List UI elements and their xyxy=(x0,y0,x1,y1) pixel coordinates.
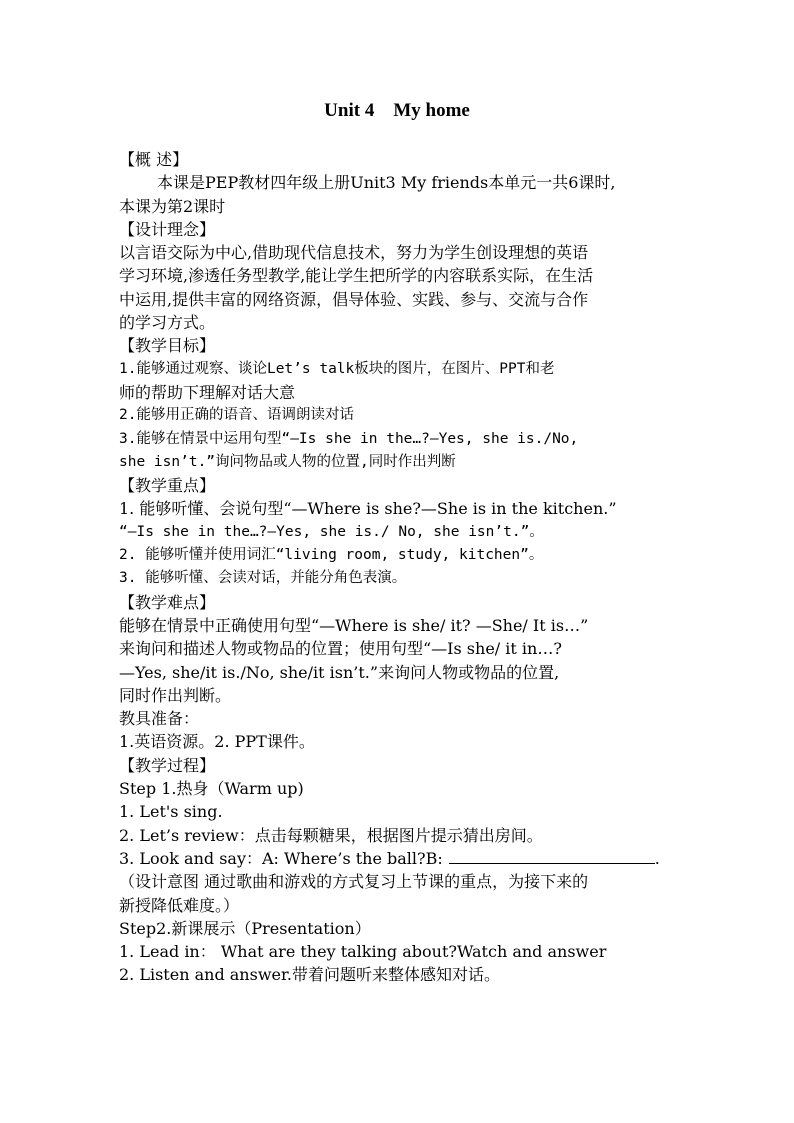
list-item: 1. 能够听懂、会说句型“—Where is she?—She is in the kitchen.” xyxy=(119,499,617,519)
list-item-cont: she isn’t.”询问物品或人物的位置,同时作出判断 xyxy=(119,453,456,470)
paragraph-line: 的学习方式。 xyxy=(119,313,216,333)
section-heading-overview: 【概 述】 xyxy=(119,150,189,169)
list-item: 1. Lead in： What are they talking about?Watch and answer xyxy=(119,942,607,962)
design-intent-note: （设计意图 通过歌曲和游戏的方式复习上节课的重点，为接下来的 xyxy=(119,872,589,892)
list-item: 2. 能够听懂并使用词汇“living room, study, kitchen”。 xyxy=(119,547,544,564)
design-intent-note-cont: 新授降低难度。） xyxy=(119,895,240,915)
paragraph-line: 本课是PEP教材四年级上册Unit3 My friends本单元一共6课时, xyxy=(157,173,616,193)
section-heading-process: 【教学过程】 xyxy=(119,755,216,775)
paragraph-line: 同时作出判断。 xyxy=(119,685,232,705)
blank-period: . xyxy=(654,848,660,868)
section-heading-difficulties: 【教学难点】 xyxy=(119,592,216,612)
document-body xyxy=(119,148,679,987)
section-heading-key-points: 【教学重点】 xyxy=(119,476,216,496)
list-item: 2.能够用正确的语音、语调朗读对话 xyxy=(119,407,354,424)
list-item-cont: “—Is she in the…?—Yes, she is./ No, she isn’t.”。 xyxy=(119,523,544,540)
list-item-with-blank xyxy=(119,847,679,870)
step-heading: Step2.新课展示（Presentation） xyxy=(119,918,371,938)
paragraph-line: 能够在情景中正确使用句型“—Where is she/ it? —She/ It is…” xyxy=(119,615,589,635)
list-item: 3. 能够听懂、会读对话，并能分角色表演。 xyxy=(119,570,407,587)
section-heading-objectives: 【教学目标】 xyxy=(119,336,216,356)
list-item: 2. Listen and answer.带着问题听来整体感知对话。 xyxy=(119,965,500,985)
list-item: 1.能够通过观察、谈论Let’s talk板块的图片，在图片、PPT和老 xyxy=(119,360,555,377)
list-item: 3.能够在情景中运用句型“—Is she in the…?—Yes, she is./No, xyxy=(119,430,579,447)
paragraph-line: 来询问和描述人物或物品的位置；使用句型“—Is she/ it in…? xyxy=(119,639,562,659)
paragraph-line: 本课为第2课时 xyxy=(119,196,226,216)
paragraph-line: 学习环境,渗透任务型教学,能让学生把所学的内容联系实际，在生活 xyxy=(119,266,594,286)
paragraph-line: 以言语交际为中心,借助现代信息技术，努力为学生创设理想的英语 xyxy=(119,243,589,263)
list-item-cont: 师的帮助下理解对话大意 xyxy=(119,382,296,402)
list-item: 2. Let’s review：点击每颗糖果，根据图片提示猜出房间。 xyxy=(119,825,543,845)
section-heading-materials: 教具准备： xyxy=(119,709,200,729)
paragraph-line: 中运用,提供丰富的网络资源，倡导体验、实践、参与、交流与合作 xyxy=(119,289,589,309)
list-item-text: 3. Look and say：A: Where’s the ball?B: xyxy=(119,848,443,868)
answer-blank xyxy=(449,849,655,864)
list-item: 1. Let's sing. xyxy=(119,802,223,822)
paragraph-line: —Yes, she/it is./No, she/it isn’t.”来询问人物或物品的位置, xyxy=(119,662,560,682)
step-heading: Step 1.热身（Warm up) xyxy=(119,779,304,799)
page-title: Unit 4 My home xyxy=(324,100,470,121)
section-heading-design: 【设计理念】 xyxy=(119,219,216,239)
list-item: 1.英语资源。2. PPT课件。 xyxy=(119,732,315,752)
